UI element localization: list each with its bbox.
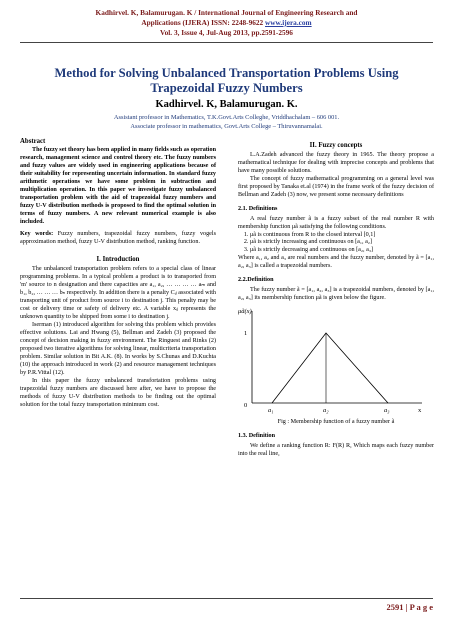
where-text: Where a₁, a₂ and a₃ are real numbers and the fuzzy number, denoted by ã = [a₁, a₂, a₃] is called a trapezoidal numbers. — [238, 255, 434, 270]
footer-rule — [20, 598, 433, 599]
page-footer: 2591 | P a g e — [386, 602, 433, 612]
membership-figure — [238, 307, 434, 417]
intro-heading: I. Introduction — [96, 256, 140, 264]
label-a1: a₁ — [268, 407, 274, 415]
definition-2-heading: 2.2.Definition — [238, 277, 274, 284]
keywords — [20, 231, 216, 247]
definition-2-text: The fuzzy number ã = [a₁, a₂, a₃] is a trapezoidal numbers, denoted by [a₁, a₂, a₃] its membership function μã is given below the figure. — [238, 287, 434, 302]
definitions-heading: 2.1. Definitions — [238, 205, 278, 212]
tick-one: 1 — [244, 330, 248, 338]
header-line-3: Vol. 3, Issue 4, Jul-Aug 2013, pp.2591-2596 — [160, 28, 293, 37]
definitions-text: A real fuzzy number ã is a fuzzy subset of the real number R with membership function μã satisfying the following conditions. — [238, 215, 434, 230]
conditions-list — [238, 232, 434, 256]
affiliation-line-2: Associate professor in mathematics, Govt.Arts College – Thiruvannamalai. — [130, 122, 323, 130]
condition-2: 2. μã is strictly increasing and continuous on [a₁, a₂] — [250, 239, 434, 247]
y-axis-label: μã(x) — [238, 308, 252, 316]
intro-paragraph-1: The unbalanced transportation problem refers to a special class of linear programming problems. In a typical problem a product is to transported from 'm' source to n designation and there capacities are a₁, a₂, … … … … aₘ and b₁, b₂, … … … bₙ respectively. In addition there is a penalty Cᵢⱼ associated with transporting unit of product from source i to destination j. This penalty may be cost or delivery time or safety of delivery etc. A variable xᵢⱼ represents the unknown quantity to be shipped from some i to destination j. — [20, 266, 216, 321]
header-rule — [20, 42, 433, 43]
abstract-text: The fuzzy set theory has been applied in many fields such as operation research, management science and control theory etc. The fuzzy numbers and fuzzy values are widely used in engineering applications because of their suitability for representing uncertain information. In standard fuzzy arithmetic operations we have some problem in subtraction and multiplication operation. In this paper we investigate fuzzy unbalanced transportation problem with the aid of trapezoidal fuzzy numbers and fuzzy U-V distribution methods is proposed to find the optimal solution in terms of fuzzy numbers. A new relevant numerical example is also included. — [20, 146, 216, 225]
left-column — [20, 138, 216, 410]
authors: Kadhirvel. K, Balamurugan. K. — [155, 99, 298, 110]
abstract-heading: Abstract — [20, 138, 46, 145]
membership-plot — [238, 307, 434, 417]
condition-3: 3. μã is strictly decreasing and continuous on [a₂, a₃] — [250, 247, 434, 255]
ranking-text: We define a ranking function R: F(R) R, Which maps each fuzzy number into the real line, — [238, 443, 434, 458]
journal-header — [0, 8, 453, 38]
keywords-label: Key words: — [20, 231, 54, 238]
ranking-heading: 1.3. Definition — [238, 433, 276, 440]
intro-paragraph-2: Iserman (1) introduced algorithm for solving this problem which provides effective solutions. Lai and Hwang (5), Bellman and Zadeh (3) proposed the concept of decision making in fuzzy environment. The Ringuest and Rinks (2) proposed two iterative algorithms for solving linear, multicriteria transportation problem. Similar solution in Bit A.K. (8). In works by S.Chunas and D.Kuchta (10) the approach introduced in work (2) and resource management techniques by P.R.Vittal (12). — [20, 322, 216, 376]
fuzzy-paragraph-2: The concept of fuzzy mathematical programming on a general level was first proposed by Tanaka et.al (1974) in the frame work of the fuzzy decision of Bellman and Zadeh (3) now, we present some necessary definitions — [238, 175, 434, 198]
condition-1: 1. μã is continuous from R to the closed interval [0,1] — [250, 232, 434, 240]
figure-caption: Fig : Membership function of a fuzzy number ã — [277, 419, 395, 426]
journal-link[interactable]: www.ijera.com — [265, 18, 312, 27]
label-a2: a₂ — [323, 407, 329, 415]
membership-curve — [272, 333, 388, 403]
label-x: x — [418, 407, 422, 415]
label-a3: a₃ — [384, 407, 390, 415]
header-line-2: Applications (IJERA) ISSN: 2248-9622 www.ijera.com — [141, 18, 312, 27]
affiliation — [0, 114, 453, 131]
affiliation-line-1: Assistant professor in Mathematics, T.K.Govt.Arts Colleghe, Vriddhachalam – 606 001. — [113, 114, 340, 121]
header-line-1: Kadhirvel. K, Balamurugan. K / International Journal of Engineering Research and — [95, 8, 358, 17]
fuzzy-heading: II. Fuzzy concepts — [309, 142, 363, 149]
paper-title: Method for Solving Unbalanced Transportation Problems Using Trapezoidal Fuzzy Numbers — [54, 66, 399, 95]
right-column — [238, 138, 434, 459]
intro-paragraph-3: In this paper the fuzzy unbalanced transfortation problems using trapezoidal fuzzy numbers are discussed here after, we have to propose the methods of fuzzy U-V distribution methods to be finding out the optimal solution for the total fuzzy transportation minimum cost. — [20, 377, 216, 408]
tick-zero: 0 — [244, 402, 248, 410]
fuzzy-paragraph-1: L.A.Zadeh advanced the fuzzy theory in 1965. The theory propose a mathematical technique for dealing with imprecise concepts and problems that have many possible solutions. — [238, 151, 434, 174]
keywords-text: Fuzzy numbers, trapezoidal fuzzy numbers, fuzzy vogels approximation method, fuzzy U-V distribution method, ranking function. — [20, 231, 216, 246]
